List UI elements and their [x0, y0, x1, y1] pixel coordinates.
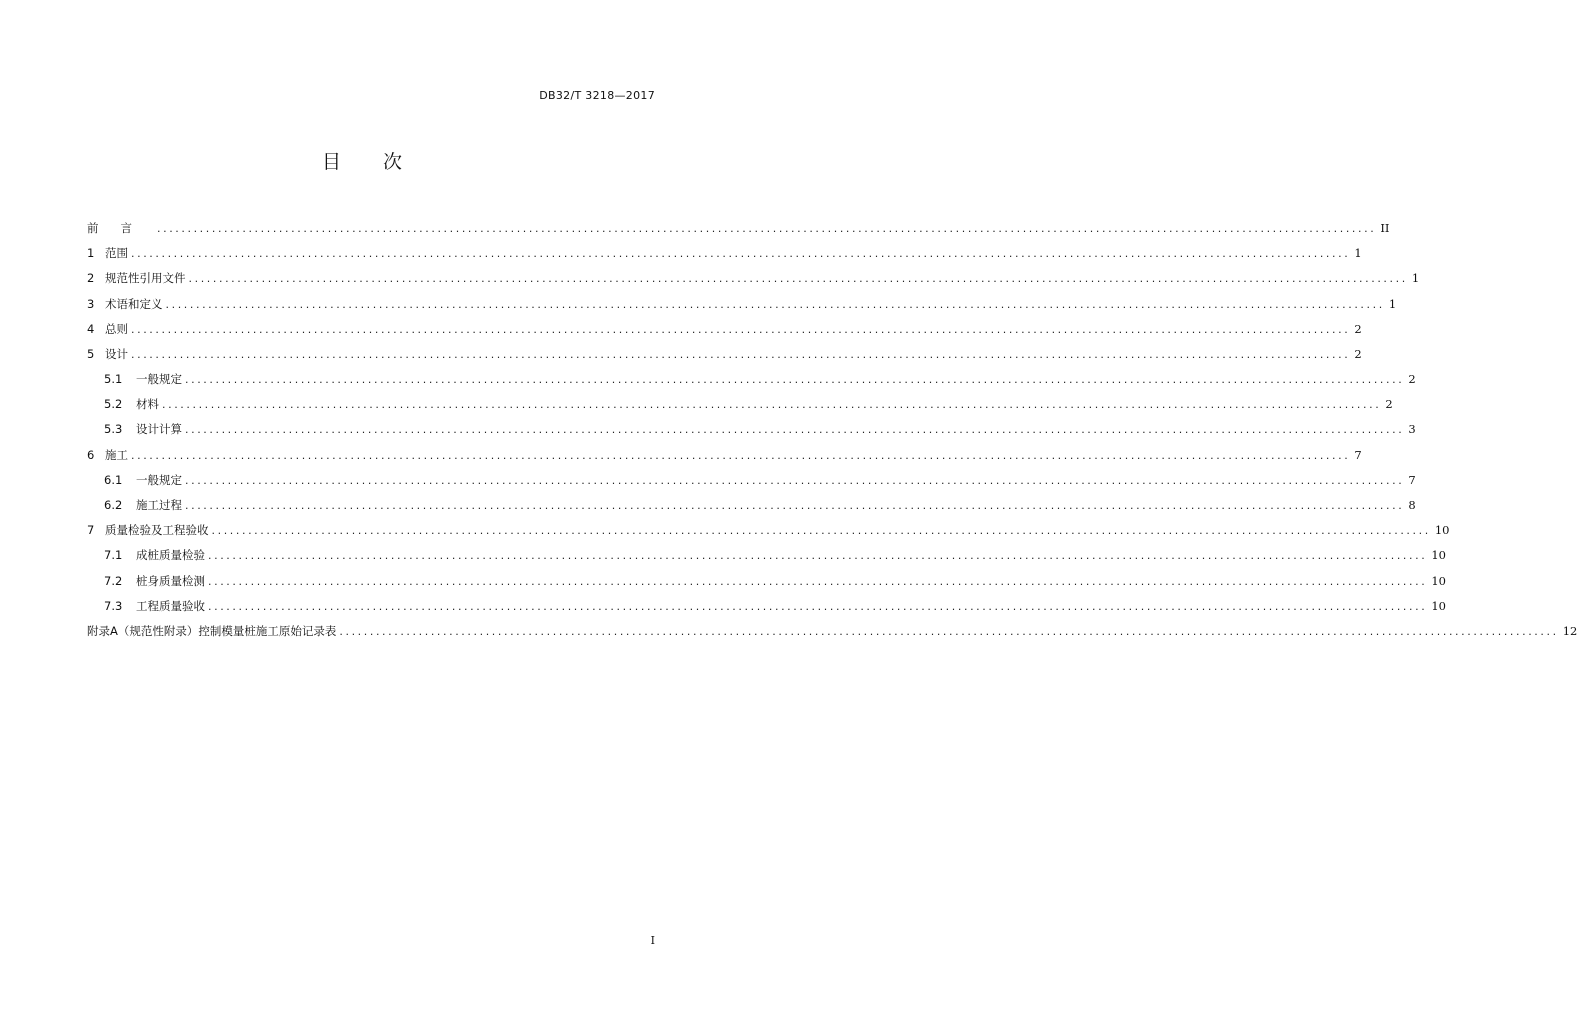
page-title: 目 次	[321, 151, 421, 173]
toc-entry[interactable]	[87, 367, 1416, 392]
toc-entry-page: 3	[1408, 422, 1416, 437]
toc-entry-page: 10	[1431, 598, 1446, 613]
toc-entry-page: 2	[1354, 346, 1362, 361]
toc-entry-label: 质量检验及工程验收	[105, 523, 209, 538]
toc-entry-page: 2	[1354, 321, 1362, 336]
toc-entry-page: 10	[1434, 523, 1450, 538]
toc-entry[interactable]	[87, 468, 1416, 493]
toc-entry-page: 10	[1431, 573, 1446, 588]
toc-leader-dots: ........................................................................................................................................................................................................	[131, 448, 1351, 462]
toc-entry-page: 1	[1411, 271, 1420, 286]
toc-entry[interactable]	[87, 493, 1416, 518]
toc-entry-number: 1	[87, 246, 95, 261]
toc-entry-page: 8	[1408, 498, 1416, 513]
toc-leader-dots: ........................................................................................................................................................................................................	[185, 373, 1405, 387]
toc-entry[interactable]	[87, 594, 1446, 619]
toc-entry[interactable]	[87, 266, 1420, 291]
toc-entry[interactable]	[87, 443, 1362, 468]
toc-entry-label: 桩身质量检测	[136, 573, 205, 588]
toc-leader-dots: ........................................................................................................................................................................................................	[188, 272, 1408, 286]
toc-leader-dots: ........................................................................................................................................................................................................	[157, 221, 1377, 235]
toc-entry-number: 2	[87, 271, 95, 286]
toc-entry-page: II	[1380, 220, 1390, 235]
toc-entry-number: 7.1	[104, 548, 123, 563]
toc-entry-page: 12	[1562, 623, 1577, 638]
toc-entry-label: 工程质量验收	[136, 598, 205, 613]
toc-entry-label: 前言	[87, 220, 154, 235]
toc-entry[interactable]	[87, 418, 1416, 443]
toc-entry-number: 5.2	[104, 397, 123, 412]
toc-leader-dots: ........................................................................................................................................................................................................	[131, 247, 1351, 261]
document-code: DB32/T 3218—2017	[539, 89, 655, 102]
toc-entry[interactable]	[87, 392, 1393, 417]
toc-entry-number: 7	[87, 523, 95, 538]
toc-entry-number: 6.2	[104, 498, 123, 513]
toc-entry-page: 7	[1408, 472, 1416, 487]
toc-entry-number: 7.3	[104, 598, 123, 613]
toc-leader-dots: ........................................................................................................................................................................................................	[131, 322, 1351, 336]
toc-entry-label: 成桩质量检验	[136, 548, 205, 563]
toc-entry-label: 一般规定	[136, 472, 182, 487]
toc-entry-number: 5.3	[104, 422, 123, 437]
toc-entry-number: 5	[87, 346, 95, 361]
toc-leader-dots: ........................................................................................................................................................................................................	[208, 549, 1428, 563]
toc-entry[interactable]	[87, 619, 1577, 644]
toc-leader-dots: ........................................................................................................................................................................................................	[165, 297, 1385, 311]
toc-entry-number: 6.1	[104, 472, 123, 487]
toc-entry-label: 设计	[105, 346, 128, 361]
toc-entry-page: 1	[1354, 246, 1362, 261]
toc-leader-dots: ........................................................................................................................................................................................................	[339, 624, 1559, 638]
toc-entry-page: 1	[1388, 296, 1397, 311]
toc-entry-number: 6	[87, 447, 95, 462]
toc-entry-number: 5.1	[104, 372, 123, 387]
toc-leader-dots: ........................................................................................................................................................................................................	[185, 499, 1405, 513]
toc-entry-page: 10	[1431, 548, 1446, 563]
toc-entry-number: 3	[87, 296, 95, 311]
toc-entry-page: 2	[1385, 397, 1393, 412]
toc-entry-label: 附录A（规范性附录）控制模量桩施工原始记录表	[87, 623, 337, 638]
toc-entry[interactable]	[87, 518, 1450, 543]
toc-leader-dots: ........................................................................................................................................................................................................	[185, 423, 1405, 437]
toc-entry-number: 4	[87, 321, 95, 336]
toc-entry[interactable]	[87, 543, 1446, 568]
toc-leader-dots: ........................................................................................................................................................................................................	[211, 524, 1431, 538]
table-of-contents	[87, 216, 1577, 644]
toc-entry[interactable]	[87, 569, 1446, 594]
toc-entry-page: 7	[1354, 447, 1362, 462]
toc-entry[interactable]	[87, 241, 1362, 266]
toc-entry[interactable]	[87, 292, 1397, 317]
toc-entry-label: 总则	[105, 321, 128, 336]
toc-entry-label: 术语和定义	[105, 296, 163, 311]
toc-entry-label: 设计计算	[136, 422, 182, 437]
page-number: I	[650, 934, 655, 947]
toc-entry[interactable]	[87, 342, 1362, 367]
toc-entry-label: 施工	[105, 447, 128, 462]
toc-leader-dots: ........................................................................................................................................................................................................	[208, 599, 1428, 613]
toc-entry-number: 7.2	[104, 573, 123, 588]
toc-leader-dots: ........................................................................................................................................................................................................	[208, 574, 1428, 588]
toc-entry-label: 规范性引用文件	[105, 271, 186, 286]
toc-entry-page: 2	[1408, 372, 1416, 387]
toc-leader-dots: ........................................................................................................................................................................................................	[162, 398, 1382, 412]
toc-entry-label: 范围	[105, 246, 128, 261]
toc-entry-label: 材料	[136, 397, 159, 412]
toc-leader-dots: ........................................................................................................................................................................................................	[131, 347, 1351, 361]
toc-entry-label: 施工过程	[136, 498, 182, 513]
toc-leader-dots: ........................................................................................................................................................................................................	[185, 473, 1405, 487]
toc-entry[interactable]	[87, 216, 1390, 241]
toc-entry[interactable]	[87, 317, 1362, 342]
toc-entry-label: 一般规定	[136, 372, 182, 387]
